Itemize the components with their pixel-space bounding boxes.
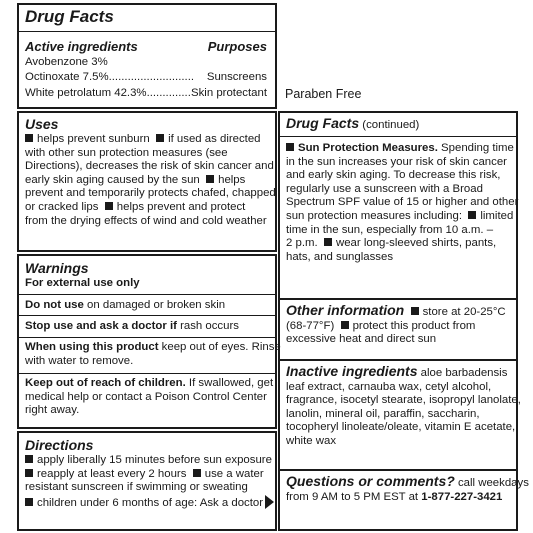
keep-out-of-reach-block: Keep out of reach of children. If swallowed, get medical help or contact a Poison Control Center right away. [25, 377, 274, 417]
inactive-ingredients-block: Inactive ingredients aloe barbadensis leaf extract, carnauba wax, cetyl alcohol, fragrance, isocetyl stearate, isopropyl lanolate, lanolin, mineral oil, paraffin, saccharin, tocopheryl linoleate/oleate, vitamin E acetate, white wax [286, 363, 521, 447]
ingredient-white-petrolatum [25, 87, 267, 101]
uses-line: Directions), decreases the risk of skin cancer and [25, 160, 274, 173]
bullet-square-icon [341, 321, 349, 329]
sun-protection-block: Sun Protection Measures. Spending time in the sun increases your risk of skin cancer and early skin aging. To decrease this risk, regularly use a sunscreen with a Broad Spectrum SPF value of 15 or higher and other sun protection measures including: limited time in the sun, especially from 10 a.m. – 2 p.m. wear long-sleeved shirts, pants, hats, and sunglasses [286, 142, 519, 263]
bullet-square-icon [324, 238, 332, 246]
external-use-line: For external use only [25, 277, 140, 289]
active-ingredients-header-row [25, 40, 267, 54]
bullet-square-icon [286, 143, 294, 151]
bullet-square-icon [156, 134, 164, 142]
do-not-use-line: Do not use on damaged or broken skin [25, 299, 226, 311]
purposes-header: Purposes [207, 39, 267, 54]
bullet-square-icon [105, 202, 113, 210]
active-ingredients-header: Active ingredients [25, 39, 138, 54]
ingredient-name: White petrolatum 42.3% [25, 86, 147, 99]
other-information-block: Other information store at 20-25°C (68-77°F) protect this product from excessive heat and direct sun [286, 302, 506, 346]
continue-arrow-icon [265, 495, 274, 509]
directions-line: resistant sunscreen if swimming or sweating [25, 481, 248, 494]
drug-facts-title: Drug Facts [25, 7, 114, 26]
bullet-square-icon [25, 498, 33, 506]
uses-title: Uses [25, 116, 59, 132]
warnings-title: Warnings [25, 260, 89, 276]
bullet-square-icon [411, 307, 419, 315]
inactive-ingredients-title: Inactive ingredients [286, 363, 418, 379]
leader-dots: ........................... [108, 71, 195, 84]
ingredient-purpose: Sunscreens [206, 71, 267, 84]
paraben-free-label: Paraben Free [285, 87, 362, 101]
stop-use-line: Stop use and ask a doctor if rash occurs [25, 320, 239, 332]
directions-panel [17, 431, 277, 531]
ingredient-name: Octinoxate 7.5% [25, 71, 109, 84]
directions-line: apply liberally 15 minutes before sun exposure [25, 454, 271, 468]
uses-line: with other sun protection measures (see [25, 146, 228, 159]
questions-title: Questions or comments? [286, 473, 455, 489]
bullet-square-icon [206, 175, 214, 183]
drug-facts-continued-panel [278, 111, 529, 531]
uses-line: helps prevent sunburn if used as directed [25, 133, 271, 147]
leader-dots: .............. [146, 86, 191, 99]
bullet-square-icon [25, 455, 33, 463]
ingredient-avobenzone: Avobenzone 3% [25, 55, 108, 68]
uses-line: prevent and temporarily protects chafed, chapped [25, 187, 276, 200]
bullet-square-icon [25, 469, 33, 477]
phone-number: 1-877-227-3421 [421, 490, 503, 503]
continued-header: Drug Facts (continued) [286, 115, 420, 131]
warnings-panel [17, 254, 281, 429]
directions-line: reapply at least every 2 hours use a water [25, 468, 271, 482]
bullet-square-icon [193, 469, 201, 477]
ingredient-purpose: Skin protectant [191, 86, 267, 99]
bullet-square-icon [468, 211, 476, 219]
directions-line: children under 6 months of age: Ask a doctor [25, 495, 271, 511]
when-using-block: When using this product keep out of eyes. Rinse with water to remove. [25, 341, 281, 367]
drug-facts-top-panel [17, 3, 277, 109]
bullet-square-icon [25, 134, 33, 142]
directions-title: Directions [25, 437, 94, 453]
ingredient-octinoxate [25, 71, 267, 85]
other-information-title: Other information [286, 302, 405, 318]
questions-block: Questions or comments? call weekdays from 9 AM to 5 PM EST at 1-877-227-3421 [286, 473, 529, 503]
uses-panel [17, 111, 277, 252]
uses-line: or cracked lips helps prevent and protect [25, 200, 246, 213]
uses-line: from the drying effects of wind and cold weather [25, 214, 267, 227]
uses-line: early skin aging caused by the sun helps [25, 173, 246, 186]
